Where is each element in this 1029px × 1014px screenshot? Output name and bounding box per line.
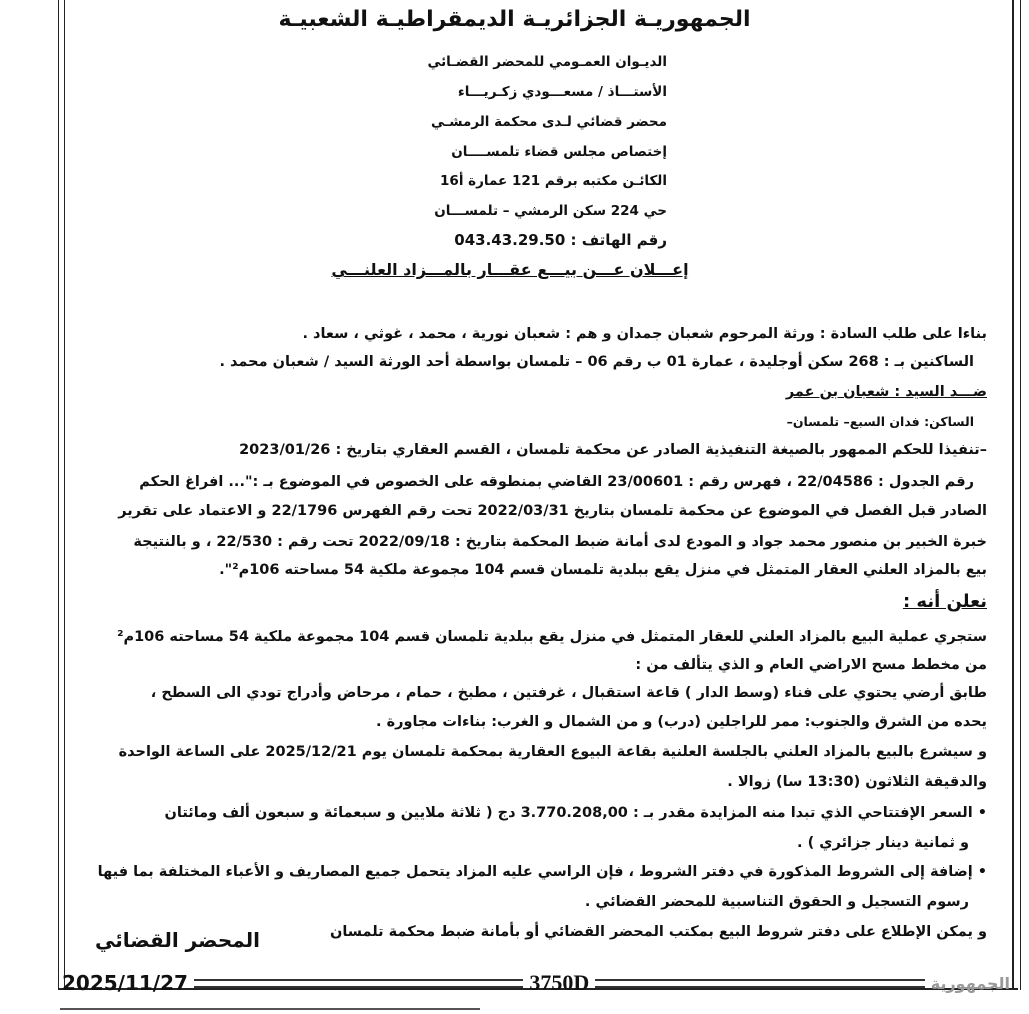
body-line: بناءا على طلب السادة : ورثة المرحوم شعبان جمدان و هم : شعبان نورية ، محمد ، غوثي ، سعاد . [302,326,987,342]
notice-line: ستجري عملية البيع بالمزاد العلني للعقار المتمثل في منزل يقع ببلدية تلمسان قسم 104 مجموعة ملكية 54 مساحته 106م² [117,629,987,645]
body-line: –تنفيذا للحكم الممهور بالصيغة التنفيذية الصادر عن محكمة تلمسان ، القسم العقاري بتاريخ : 2023/01/26 [239,442,987,458]
notice-heading: نعلن أنه : [902,591,987,612]
announcement-title: إعـــلان عـــن بيـــع عقـــار بالمـــزاد العلنـــي [331,260,689,279]
republic-title: الجمهوريـة الجزائريـة الديمقراطيـة الشعبيـة [278,7,751,32]
signature: المحضر القضائي [95,928,261,952]
price-line-cont: و ثمانية دينار جزائري ) . [797,835,969,851]
body-line: ضـــد السيد : شعبان بن عمر [785,384,987,400]
notice-line: طابق أرضي يحتوي على فناء (وسط الدار ) قاعة استقبال ، غرفتين ، مطبخ ، حمام ، مرحاض وأدراج تودي الى السطح ، [150,685,987,701]
bottom-divider [60,1008,480,1010]
notice-line: والدقيقة الثلاثون (13:30 سا) زوالا . [727,774,987,790]
body-line: الساكنين بـ : 268 سكن أوجليدة ، عمارة 01 ب رقم 06 – تلمسان بواسطة أحد الورثة السيد / شعبان محمد . [219,354,974,370]
price-line: • السعر الإفتتاحي الذي تبدا منه المزايدة مقدر بـ : 3.770.208,00 دج ( ثلاثة ملايين و سبعمائة و سبعون ألف ومائتان [164,805,987,821]
publication-date: 2025/11/27 [62,971,188,995]
ad-code: 3750D [529,970,590,995]
footer-rule [194,979,523,988]
page-frame-right [1012,0,1021,990]
body-line: بيع بالمزاد العلني العقار المتمثل في منزل يقع ببلدية تلمسان قسم 104 مجموعة ملكية 54 مساحته 106م²". [219,562,987,578]
header-line: حي 224 سكن الرمشي – تلمســـان [434,203,667,219]
header-line: الكائـن مكتبه برقم 121 عمارة أ16 [440,173,667,189]
header-line: الديـوان العمـومي للمحضر القضـائي [427,54,667,70]
body-line: خبرة الخبير بن منصور محمد جواد و المودع لدى أمانة ضبط المحكمة بتاريخ : 2022/09/18 تحت رقم : 22/530 ، و بالنتيجة [133,534,987,550]
footer [62,970,1010,996]
body-line: رقم الجدول : 22/04586 ، فهرس رقم : 23/00601 القاضي بمنطوقه على الخصوص في الموضوع بـ :"... افراغ الحكم [139,474,974,490]
header-line: محضر قضائي لـدى محكمة الرمشـي [430,114,667,130]
header-line: إختصاص مجلس قضاء تلمســــان [451,144,667,160]
footer-rule [595,979,924,988]
notice-line: يحده من الشرق والجنوب: ممر للراجلين (درب) و من الشمال و الغرب: بناءات مجاورة . [376,714,987,730]
conditions-line: • إضافة إلى الشروط المذكورة في دفتر الشروط ، فإن الراسي عليه المزاد يتحمل جميع المصاريف و الأعباء المختلفة بما فيها [97,864,987,880]
newspaper-logo: الجمهورية [930,973,1010,993]
body-line: الصادر قبل الفصل في الموضوع عن محكمة تلمسان بتاريخ 2022/03/31 تحت رقم الفهرس 22/1796 و الاعتماد على تقرير [118,503,987,519]
header-line: الأستـــاذ / مسعـــودي زكـريـــاء [457,84,667,100]
notice-line: من مخطط مسح الاراضي العام و الذي يتألف من : [635,657,987,673]
notice-line: و سيشرع بالبيع بالمزاد العلني بالجلسة العلنية بقاعة البيوع العقارية بمحكمة تلمسان يوم 2025/12/21 على الساعة الواحدة [118,744,987,760]
conditions-line-cont: رسوم التسجيل و الحقوق التناسبية للمحضر القضائي . [584,894,969,910]
phone-line: رقم الهاتف : 043.43.29.50 [454,231,667,249]
page-frame-left [58,0,65,990]
consultation-line: و يمكن الإطلاع على دفتر شروط البيع بمكتب المحضر القضائي أو بأمانة ضبط محكمة تلمسان [329,924,987,940]
body-line: الساكن: فدان السبع– تلمسان– [786,414,974,429]
